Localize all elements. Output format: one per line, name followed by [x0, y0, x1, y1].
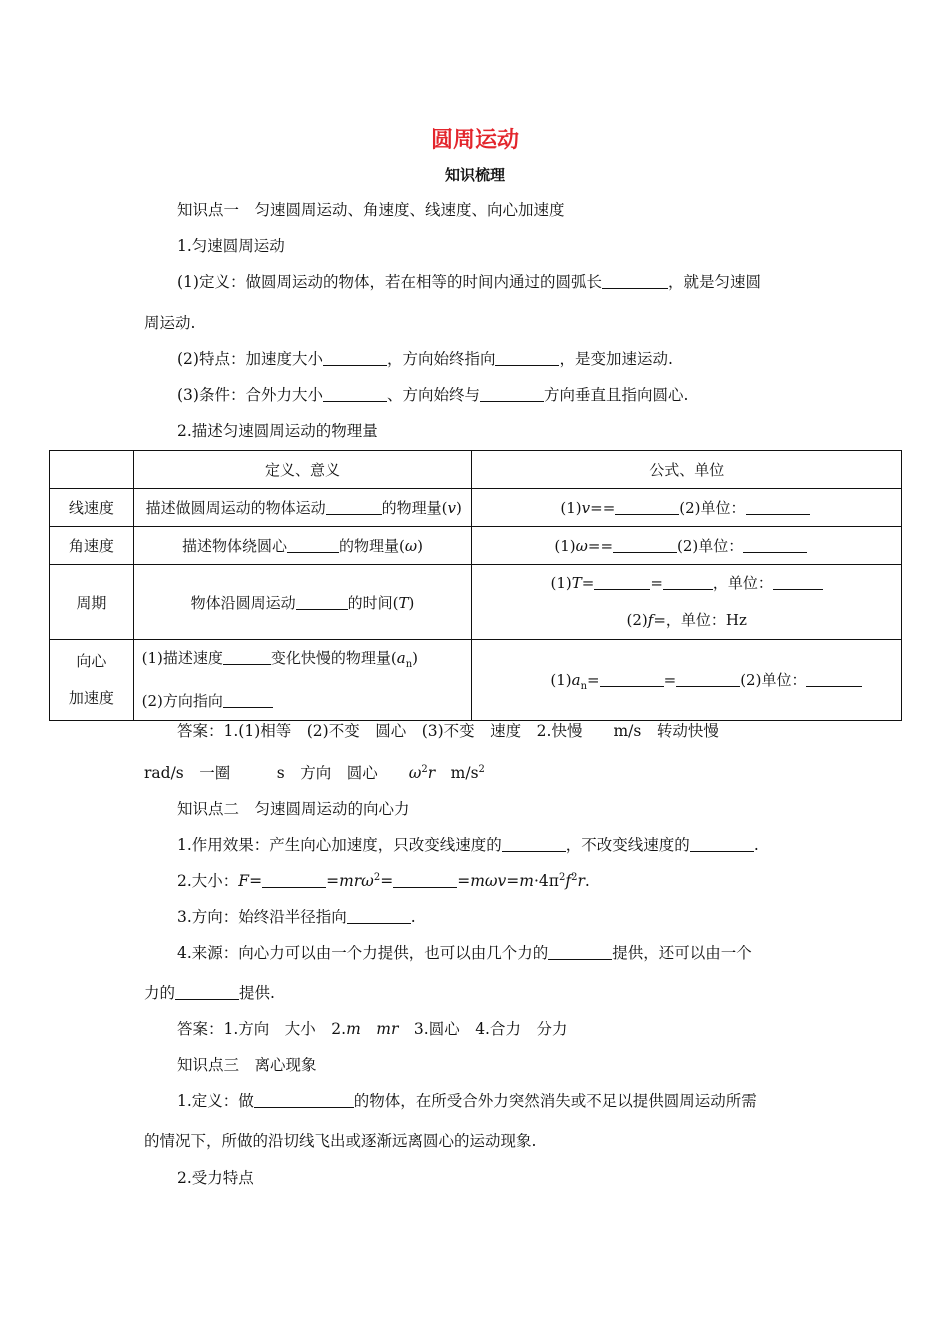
- page-title: 圆周运动: [430, 127, 519, 153]
- answer-blank: [743, 537, 807, 553]
- answer-blank: [323, 386, 387, 403]
- kp2-source: 4.来源：向心力可以由一个力提供，也可以由几个力的 提供，还可以由一个: [177, 944, 752, 962]
- row-formula: (1)v== (2)单位：: [472, 489, 902, 527]
- row-formula: [472, 565, 902, 640]
- section-subtitle: 知识梳理: [444, 166, 505, 184]
- answer-blank: [806, 671, 862, 687]
- centripetal-def-2: (2)方向指向: [142, 683, 466, 720]
- centripetal-def-1: (1)描述速度 变化快慢的物理量$(a_n)$: [141, 649, 419, 670]
- kp1-definition: (1)定义：做圆周运动的物体，若在相等的时间内通过的圆弧长 ，就是匀速圆: [177, 273, 761, 291]
- kp1-condition: (3)条件：合外力大小 、方向始终与 方向垂直且指向圆心.: [177, 386, 689, 404]
- period-formula-1: (1)T= = ，单位：: [478, 565, 895, 602]
- answer-blank: [594, 574, 650, 590]
- table-row-centripetal-acceleration: [50, 640, 902, 721]
- row-name: 线速度: [50, 489, 134, 527]
- table-header-row: [50, 451, 902, 489]
- kp1-item1: 1.匀速圆周运动: [177, 237, 285, 255]
- table-row-period: [50, 565, 902, 640]
- answer-blank: [502, 836, 566, 853]
- answer-blank: [773, 574, 823, 590]
- answer-blank: [326, 499, 382, 515]
- answer-blank: [615, 499, 679, 515]
- kp2-magnitude: 2.大小：$F= =mr\omega^2= =m\omega v=m\cdot 4\pi^2f^2r$.: [177, 871, 590, 890]
- row-definition: 描述物体绕圆心 的物理量(ω): [133, 527, 472, 565]
- answer-blank: [254, 1092, 354, 1109]
- kp2-direction: 3.方向：始终沿半径指向 .: [177, 908, 416, 926]
- kp2-heading: 知识点二 匀速圆周运动的向心力: [177, 800, 410, 818]
- answer-blank: [746, 499, 810, 515]
- answer-blank: [296, 594, 348, 610]
- table-row-angular-velocity: [50, 527, 902, 565]
- answer-blank: [602, 273, 668, 290]
- row-name: 周期: [50, 565, 134, 640]
- answer-blank: [600, 671, 664, 687]
- kp1-heading: 知识点一 匀速圆周运动、角速度、线速度、向心加速度: [177, 201, 565, 219]
- quantities-table: [49, 450, 902, 721]
- answer-blank: [690, 836, 754, 853]
- answer-blank: [223, 692, 273, 708]
- answer-blank: [175, 984, 239, 1001]
- answer-2: 答案：1.方向 大小 2.m mr 3.圆心 4.合力 分力: [177, 1020, 568, 1038]
- answer-blank: [262, 872, 326, 889]
- row-definition: 描述做圆周运动的物体运动 的物理量(v): [133, 489, 472, 527]
- header-cell-definition: 定义、意义: [133, 451, 472, 489]
- answer-blank: [548, 944, 612, 961]
- period-formula-2: (2)f=，单位：Hz: [626, 611, 747, 629]
- answer-blank: [480, 386, 544, 403]
- header-cell-empty: [50, 451, 134, 489]
- answer-blank: [323, 350, 387, 367]
- row-name: 角速度: [50, 527, 134, 565]
- table-row-linear-velocity: [50, 489, 902, 527]
- answer-1-line2: rad/s 一圈 s 方向 圆心 $\omega^2r$ $m/s^2$: [144, 763, 485, 782]
- kp3-definition: 1.定义：做 的物体，在所受合外力突然消失或不足以提供圆周运动所需: [177, 1092, 757, 1110]
- kp3-item2: 2.受力特点: [177, 1169, 254, 1187]
- kp1-item2: 2.描述匀速圆周运动的物理量: [177, 422, 378, 440]
- answer-blank: [393, 872, 457, 889]
- row-formula: (1)ω== (2)单位：: [472, 527, 902, 565]
- kp1-definition-cont: 周运动.: [144, 314, 196, 332]
- kp3-heading: 知识点三 离心现象: [177, 1056, 317, 1074]
- answer-blank: [613, 537, 677, 553]
- row-name: 向心 加速度: [50, 640, 134, 721]
- row-definition: 物体沿圆周运动 的时间(T): [133, 565, 472, 640]
- answer-blank: [287, 537, 339, 553]
- answer-blank: [347, 908, 411, 925]
- row-formula: $(1)a_n= = (2)$单位：: [472, 640, 902, 721]
- header-cell-formula: 公式、单位: [472, 451, 902, 489]
- answer-blank: [663, 574, 713, 590]
- answer-blank: [676, 671, 740, 687]
- kp1-feature: (2)特点：加速度大小 ，方向始终指向 ，是变加速运动.: [177, 350, 673, 368]
- answer-blank: [223, 649, 271, 665]
- answer-1-line1: 答案：1.(1)相等 (2)不变 圆心 (3)不变 速度 2.快慢 m/s 转动快慢: [177, 722, 719, 740]
- row-definition: [133, 640, 472, 721]
- kp3-definition-cont: 的情况下，所做的沿切线飞出或逐渐远离圆心的运动现象.: [144, 1132, 537, 1150]
- kp2-source-cont: 力的 提供.: [144, 984, 275, 1002]
- kp2-effect: 1.作用效果：产生向心加速度，只改变线速度的 ，不改变线速度的 .: [177, 836, 759, 854]
- answer-blank: [495, 350, 559, 367]
